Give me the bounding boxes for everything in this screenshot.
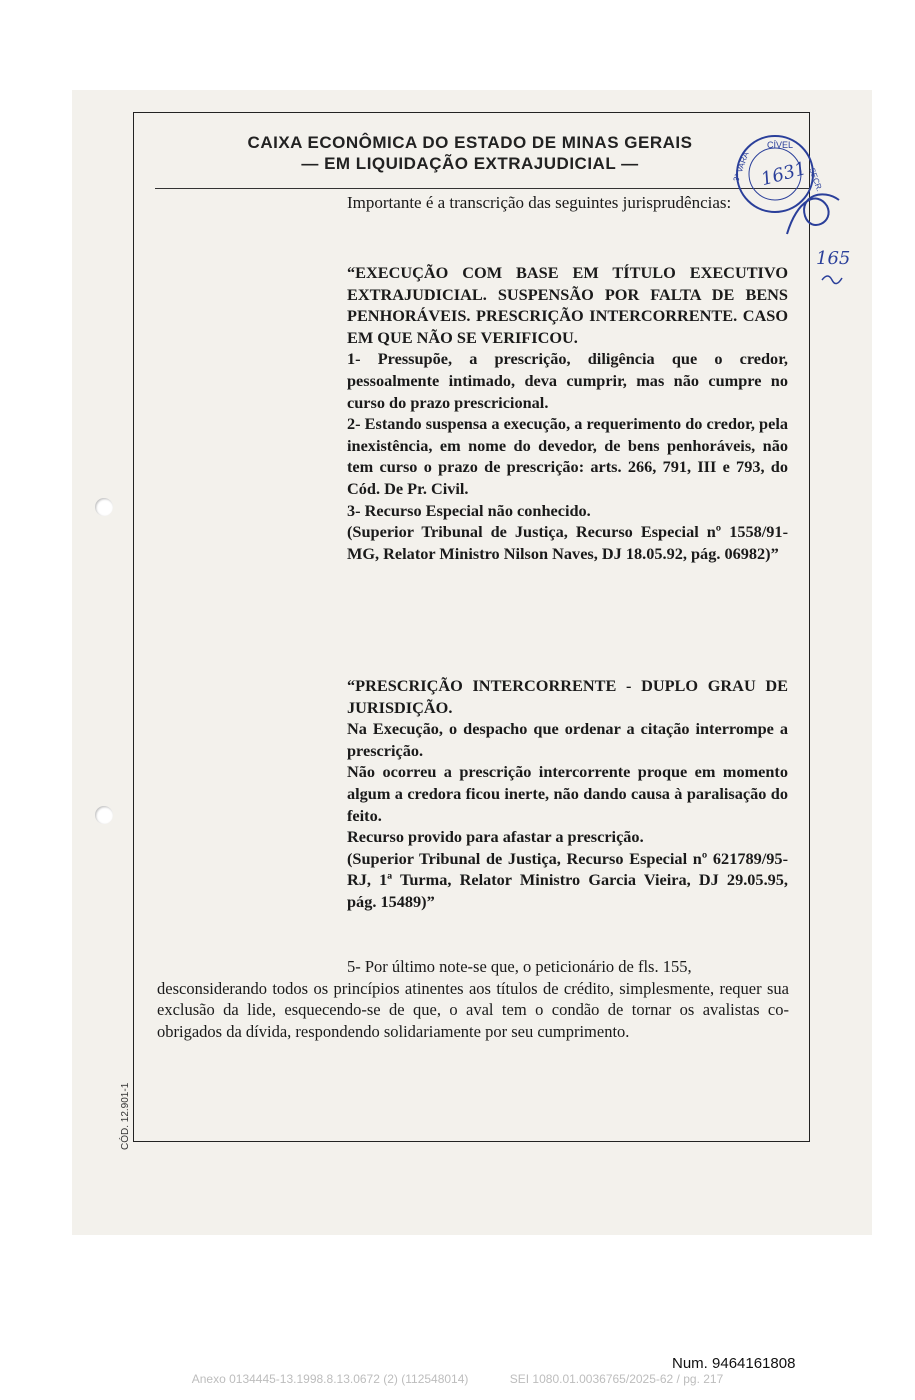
paragraph-5-lead: 5- Por último note-se que, o peticionário de fls. 155, bbox=[347, 957, 692, 976]
quote1-heading: “EXECUÇÃO COM BASE EM TÍTULO EXECUTIVO EXTRAJUDICIAL. SUSPENSÃO POR FALTA DE BENS PENHORÁVEIS. PRESCRIÇÃO INTERCORRENTE. CASO EM QUE NÃO SE VERIFICOU. bbox=[347, 263, 788, 347]
margin-page-number bbox=[812, 240, 852, 290]
margin-page-number-text: 165 bbox=[816, 248, 851, 269]
jurisprudence-quote-2 bbox=[347, 675, 788, 913]
stamp-text-right: SECR. bbox=[807, 166, 825, 193]
quote2-item-2: Não ocorreu a prescrição intercorrente proque em momento algum a credora ficou inerte, não dando causa à paralisação do feito. bbox=[347, 762, 788, 825]
letterhead-title: CAIXA ECONÔMICA DO ESTADO DE MINAS GERAIS bbox=[247, 133, 693, 152]
stamp-text-left: 3ª VARA bbox=[731, 150, 751, 183]
quote1-item-3: 3- Recurso Especial não conhecido. bbox=[347, 500, 591, 520]
paragraph-5 bbox=[157, 956, 789, 1042]
footer-annex-reference: Anexo 0134445-13.1998.8.13.0672 (2) (112548014) bbox=[191, 1372, 469, 1386]
quote2-citation: (Superior Tribunal de Justiça, Recurso Especial nº 621789/95-RJ, 1ª Turma, Relator Ministro Garcia Vieira, DJ 29.05.95, pág. 15489)” bbox=[347, 848, 788, 911]
quote2-item-1: Na Execução, o despacho que ordenar a citação interrompe a prescrição. bbox=[347, 719, 788, 760]
document-number: Num. 9464161808 bbox=[672, 1355, 796, 1372]
letterhead-subtitle: — EM LIQUIDAÇÃO EXTRAJUDICIAL — bbox=[301, 154, 639, 173]
stamp-handwritten-number: 1631 bbox=[758, 158, 809, 191]
binder-hole-top bbox=[95, 498, 113, 516]
handwritten-signature bbox=[787, 194, 839, 234]
quote2-item-3: Recurso provido para afastar a prescrição. bbox=[347, 827, 644, 847]
quote2-heading: “PRESCRIÇÃO INTERCORRENTE - DUPLO GRAU DE JURISDIÇÃO. bbox=[347, 676, 788, 717]
footer-sei-reference: SEI 1080.01.0036765/2025-62 / pg. 217 bbox=[509, 1372, 724, 1386]
quote1-item-2: 2- Estando suspensa a execução, a requerimento do credor, pela inexistência, em nome do devedor, de bens penhoráveis, não tem curso o prazo de prescrição: arts. 266, 791, III e 793, do Cód. De Pr. Civil. bbox=[347, 414, 788, 498]
footer bbox=[0, 1372, 915, 1386]
margin-initials bbox=[822, 276, 842, 284]
binder-hole-bottom bbox=[95, 806, 113, 824]
stamp-text-top: CÍVEL bbox=[767, 140, 794, 150]
quote1-item-1: 1- Pressupõe, a prescrição, diligência que o credor, pessoalmente intimado, deva cumprir, mas não cumpre no curso do prazo prescricional. bbox=[347, 349, 788, 412]
paragraph-5-body: desconsiderando todos os princípios atinentes aos títulos de crédito, simplesmente, requer sua exclusão da lide, esquecendo-se de que, o aval tem o condão de tornar os avalistas co-obrigados da dívida, respondendo solidariamente por seu cumprimento. bbox=[157, 978, 789, 1041]
quote1-citation: (Superior Tribunal de Justiça, Recurso Especial nº 1558/91-MG, Relator Ministro Nilson Naves, DJ 18.05.92, pág. 06982)” bbox=[347, 522, 788, 563]
header-divider bbox=[155, 188, 810, 189]
jurisprudence-quote-1 bbox=[347, 262, 788, 564]
form-code: CÓD. 12.901-1 bbox=[120, 1082, 131, 1150]
intro-sentence: Importante é a transcrição das seguintes jurisprudências: bbox=[347, 193, 732, 212]
court-stamp bbox=[727, 130, 847, 240]
